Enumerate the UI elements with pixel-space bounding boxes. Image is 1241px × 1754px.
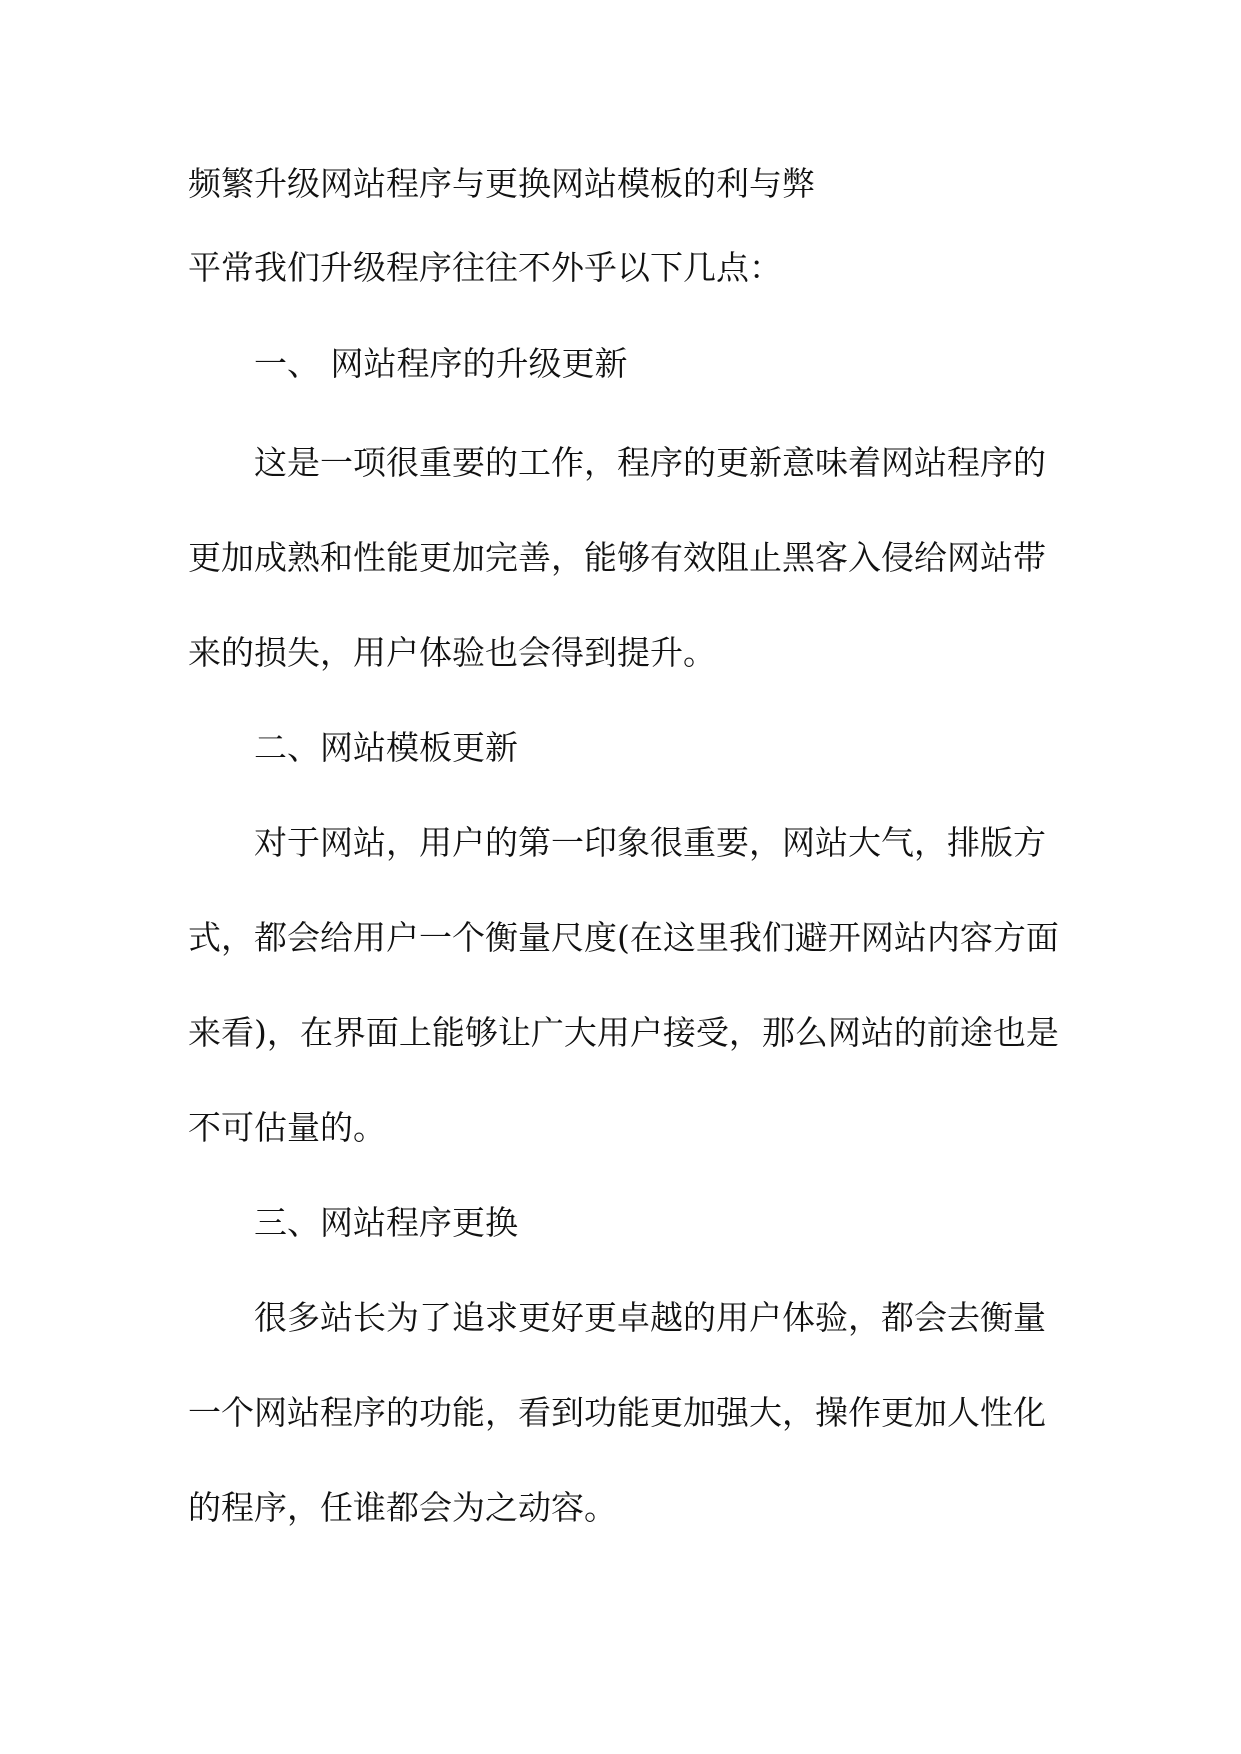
section-1-line-3: 来的损失，用户体验也会得到提升。 (188, 633, 716, 672)
section-3-line-3: 的程序，任谁都会为之动容。 (188, 1488, 617, 1527)
section-2-line-4: 不可估量的。 (188, 1108, 386, 1147)
section-2-line-2: 式，都会给用户一个衡量尺度(在这里我们避开网站内容方面 (188, 918, 1059, 957)
section-2-line-3: 来看)，在界面上能够让广大用户接受，那么网站的前途也是 (188, 1013, 1059, 1052)
section-2-heading: 二、网站模板更新 (254, 728, 518, 767)
intro-line: 平常我们升级程序往往不外乎以下几点： (188, 248, 782, 287)
document-title: 频繁升级网站程序与更换网站模板的利与弊 (188, 164, 815, 203)
section-3-line-1: 很多站长为了追求更好更卓越的用户体验，都会去衡量 (254, 1298, 1046, 1337)
section-1-heading: 一、 网站程序的升级更新 (254, 344, 628, 383)
section-1-line-1: 这是一项很重要的工作，程序的更新意味着网站程序的 (254, 443, 1046, 482)
section-1-line-2: 更加成熟和性能更加完善，能够有效阻止黑客入侵给网站带 (188, 538, 1046, 577)
section-3-line-2: 一个网站程序的功能，看到功能更加强大，操作更加人性化 (188, 1393, 1046, 1432)
section-2-line-1: 对于网站，用户的第一印象很重要，网站大气，排版方 (254, 823, 1046, 862)
section-3-heading: 三、网站程序更换 (254, 1203, 518, 1242)
